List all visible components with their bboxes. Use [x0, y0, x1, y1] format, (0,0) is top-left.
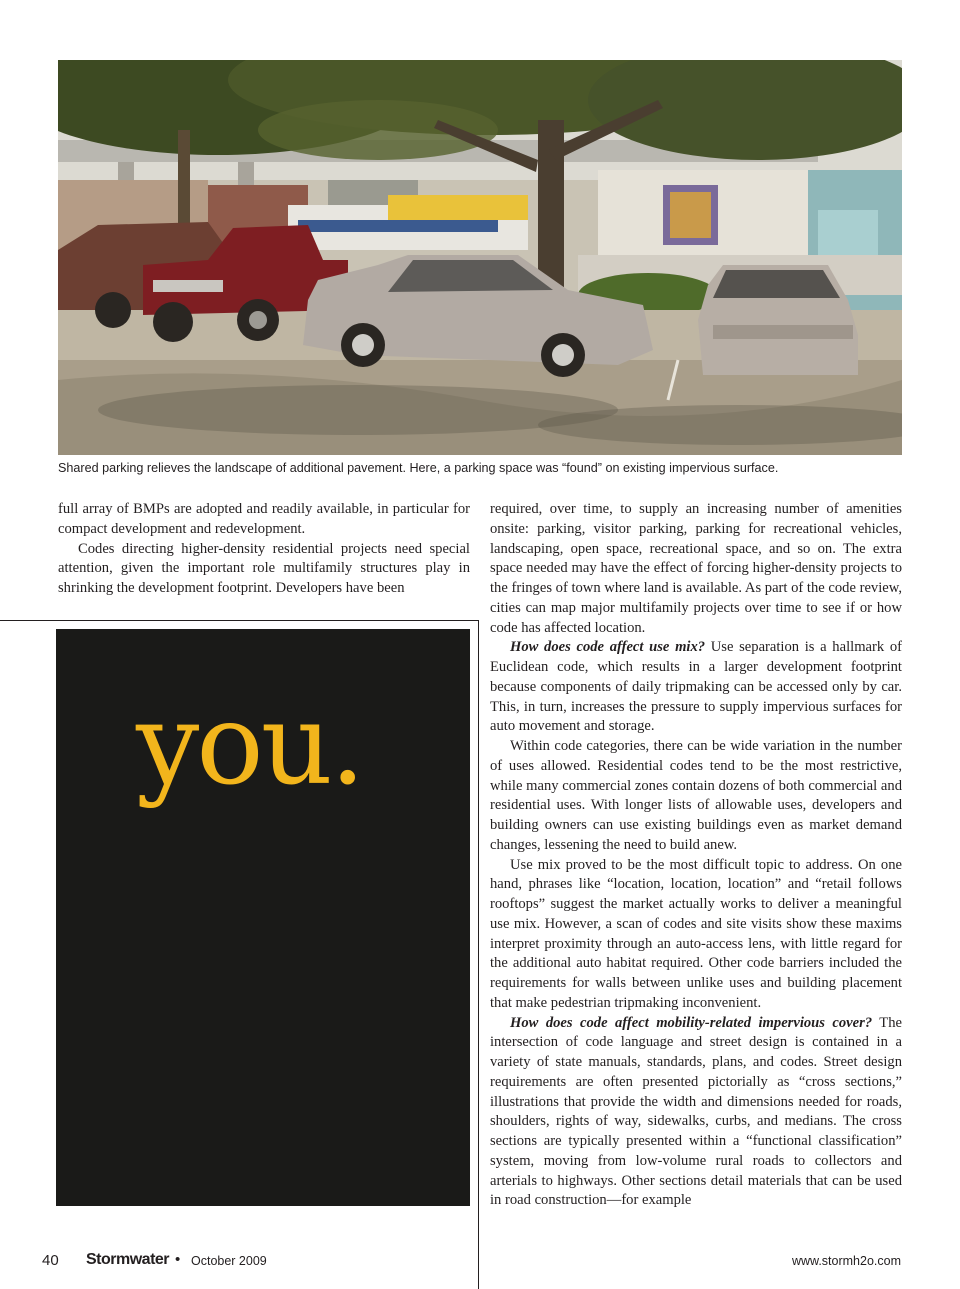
column-rule-vertical — [478, 620, 479, 1289]
footer-bullet: • — [175, 1251, 181, 1268]
right-paragraph-3: Within code categories, there can be wide variation in the number of uses allowed. Residential codes tend to be the most restrictive, while many commercial zones contain dozens of both commercial and residential uses. With longer lists of allowable uses, developers and building owners can use existing buildings even as market demand changes, lessening the need to build anew. — [490, 738, 902, 853]
left-paragraph-2: Codes directing higher-density residential projects need special attention, given the important role multifamily structures play in shrinking the development footprint. Developers have been — [58, 540, 470, 596]
right-paragraph-1: required, over time, to supply an increasing number of amenities onsite: parking, visitor parking, parking for recreational vehicles, landscaping, open space, recreational space, and so on. The extra space needed may have the effect of forcing higher-density projects to the fringes of town where land is available. As part of the code review, cities can map major multifamily projects over time to see if or how code has affected location. — [490, 501, 902, 636]
magazine-name: Stormwater — [86, 1251, 170, 1268]
use-mix-body: Use separation is a hallmark of Euclidean code, which results in a larger development footprint because components of daily tripmaking can be accessed only by car. This, in turn, increases the pressure to supply impervious surfaces for auto movement and storage. — [490, 639, 903, 735]
issue-date: October 2009 — [191, 1254, 267, 1268]
subhead-use-mix: How does code affect use mix? — [510, 639, 706, 656]
website-link[interactable]: www.stormh2o.com — [791, 1254, 901, 1268]
parking-lot-photo — [58, 60, 902, 455]
page-footer — [0, 1250, 960, 1274]
page-number: 40 — [42, 1252, 59, 1269]
advertisement[interactable] — [56, 629, 470, 1206]
photo-caption: Shared parking relieves the landscape of additional pavement. Here, a parking space was “found” on existing impervious surface. — [58, 461, 779, 475]
column-rule-horizontal — [0, 620, 478, 621]
left-column — [58, 500, 470, 599]
subhead-mobility: How does code affect mobility-related impervious cover? — [510, 1014, 873, 1031]
right-column — [490, 500, 902, 1211]
right-paragraph-5 — [490, 1014, 902, 1212]
right-paragraph-4: Use mix proved to be the most difficult topic to address. On one hand, phrases like “location, location, location” and “retail follows rooftops” suggest the market actually works to deliver a meaningful use mix. However, a scan of codes and site visits show these maxims interpret proximity through an auto-access lens, with little regard for the additional auto habitat required. Other code barriers included the requirements for walls between unlike uses and building placement that make pedestrian tripmaking inconvenient. — [490, 856, 902, 1011]
ad-headline: you. — [136, 680, 363, 810]
right-paragraph-2 — [490, 638, 902, 737]
mobility-body: The intersection of code language and street design is contained in a variety of state manuals, standards, plans, and codes. Street design requirements are often presented pictorially as “cross sections,” illustrations that provide the width and dimensions needed for roads, shoulders, rights of way, sidewalks, curbs, and medians. The cross sections are typically presented within a “functional classification” system, moving from low-volume rural roads to collectors and arterials to highways. Other sections detail materials that can be used in road construction—for example — [490, 1014, 902, 1209]
left-paragraph-1: full array of BMPs are adopted and readily available, in particular for compact development and redevelopment. — [58, 501, 470, 537]
